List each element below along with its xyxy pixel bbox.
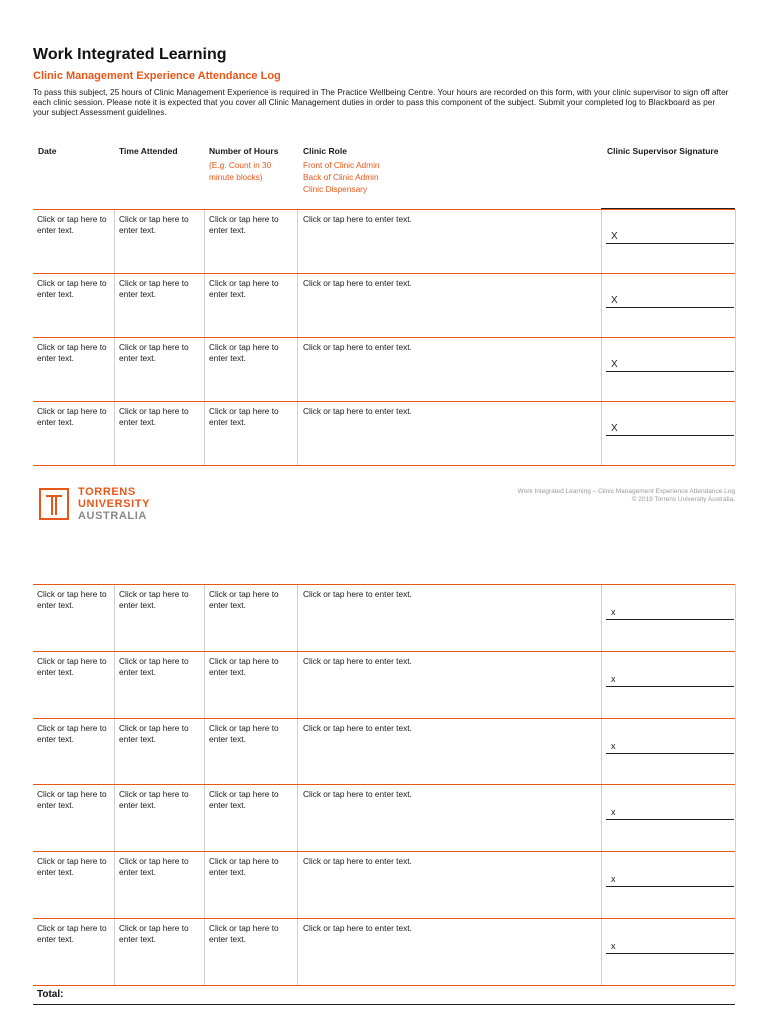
hours-cell[interactable]: Click or tap here to enter text. bbox=[209, 589, 279, 610]
date-cell[interactable]: Click or tap here to enter text. bbox=[37, 923, 107, 944]
clinic-role-cell[interactable]: Click or tap here to enter text. bbox=[303, 589, 412, 599]
header-supervisor-signature: Clinic Supervisor Signature bbox=[607, 146, 719, 156]
header-number-of-hours: Number of Hours bbox=[209, 146, 279, 156]
logo-text-australia: AUSTRALIA bbox=[78, 510, 147, 522]
hours-cell[interactable]: Click or tap here to enter text. bbox=[209, 856, 279, 878]
header-time-attended: Time Attended bbox=[119, 146, 178, 156]
role-option-front: Front of Clinic Admin bbox=[303, 160, 380, 170]
time-attended-cell[interactable]: Click or tap here to enter text. bbox=[119, 589, 189, 610]
signature-line[interactable] bbox=[606, 371, 734, 372]
row-divider bbox=[33, 337, 735, 338]
clinic-role-cell[interactable]: Click or tap here to enter text. bbox=[303, 923, 412, 933]
date-cell[interactable]: Click or tap here to enter text. bbox=[37, 278, 107, 299]
total-rule bbox=[33, 1004, 735, 1005]
signature-line[interactable] bbox=[606, 753, 734, 754]
footer-copyright: © 2019 Torrens University Australia. bbox=[631, 496, 735, 503]
header-hours-note: (E.g. Count in 30 minute blocks) bbox=[209, 160, 272, 182]
torrens-logo bbox=[39, 485, 179, 525]
row-divider bbox=[33, 209, 735, 210]
signature-x-mark: X bbox=[611, 423, 618, 434]
header-date: Date bbox=[38, 146, 57, 156]
hours-cell[interactable]: Click or tap here to enter text. bbox=[209, 789, 279, 811]
intro-paragraph: To pass this subject, 25 hours of Clinic Management Experience is required in The Practice Wellbeing Centre. Your hours are recorded on this form, with your clinic supervisor to sign off after each clinic session. Please note it is expected that you cover all Clinic Management duties in order to pass this component of the subject. Submit your completed log to Blackboard as per your subject Assessment guidelines. bbox=[33, 87, 729, 117]
hours-cell[interactable]: Click or tap here to enter text. bbox=[209, 406, 279, 427]
date-cell[interactable]: Click or tap here to enter text. bbox=[37, 406, 107, 427]
hours-cell[interactable]: Click or tap here to enter text. bbox=[209, 655, 279, 677]
column-divider bbox=[735, 209, 736, 465]
time-attended-cell[interactable]: Click or tap here to enter text. bbox=[119, 923, 189, 944]
date-cell[interactable]: Click or tap here to enter text. bbox=[37, 856, 107, 878]
time-attended-cell[interactable]: Click or tap here to enter text. bbox=[119, 655, 189, 677]
hours-cell[interactable]: Click or tap here to enter text. bbox=[209, 278, 279, 299]
signature-x-mark: X bbox=[611, 231, 618, 242]
logo-text-university: UNIVERSITY bbox=[78, 498, 151, 510]
hours-cell[interactable]: Click or tap here to enter text. bbox=[209, 214, 279, 235]
column-divider bbox=[735, 584, 736, 985]
clinic-role-cell[interactable]: Click or tap here to enter text. bbox=[303, 342, 412, 352]
document-title: Work Integrated Learning bbox=[33, 46, 227, 63]
signature-x-mark: x bbox=[611, 740, 616, 751]
date-cell[interactable]: Click or tap here to enter text. bbox=[37, 342, 107, 363]
clinic-role-cell[interactable]: Click or tap here to enter text. bbox=[303, 655, 412, 666]
logo-text-torrens: TORRENS bbox=[78, 486, 136, 498]
clinic-role-cell[interactable]: Click or tap here to enter text. bbox=[303, 722, 412, 733]
clinic-role-cell[interactable]: Click or tap here to enter text. bbox=[303, 278, 412, 288]
role-option-dispensary: Clinic Dispensary bbox=[303, 184, 368, 194]
total-label: Total: bbox=[37, 989, 64, 1000]
row-divider bbox=[33, 651, 735, 652]
row-divider bbox=[33, 401, 735, 402]
signature-line[interactable] bbox=[606, 243, 734, 244]
footer-doc-title: Work Integrated Learning – Clinic Management Experience Attendance Log bbox=[517, 488, 735, 495]
row-divider bbox=[33, 465, 735, 466]
signature-line[interactable] bbox=[606, 686, 734, 687]
torrens-logo-mark bbox=[39, 488, 69, 520]
row-divider bbox=[33, 584, 735, 585]
signature-x-mark: x bbox=[611, 807, 616, 818]
signature-line[interactable] bbox=[606, 307, 734, 308]
hours-cell[interactable]: Click or tap here to enter text. bbox=[209, 722, 279, 744]
hours-cell[interactable]: Click or tap here to enter text. bbox=[209, 923, 279, 944]
time-attended-cell[interactable]: Click or tap here to enter text. bbox=[119, 342, 189, 363]
row-divider bbox=[33, 784, 735, 785]
page-footer bbox=[518, 488, 735, 504]
row-divider bbox=[33, 851, 735, 852]
header-clinic-role: Clinic Role bbox=[303, 146, 347, 156]
time-attended-cell[interactable]: Click or tap here to enter text. bbox=[119, 278, 189, 299]
hours-cell[interactable]: Click or tap here to enter text. bbox=[209, 342, 279, 363]
signature-x-mark: X bbox=[611, 295, 618, 306]
row-divider bbox=[33, 985, 735, 986]
signature-x-mark: x bbox=[611, 941, 616, 951]
role-option-back: Back of Clinic Admin bbox=[303, 172, 379, 182]
row-divider bbox=[33, 273, 735, 274]
signature-x-mark: X bbox=[611, 359, 618, 370]
date-cell[interactable]: Click or tap here to enter text. bbox=[37, 789, 107, 811]
signature-line[interactable] bbox=[606, 886, 734, 887]
date-cell[interactable]: Click or tap here to enter text. bbox=[37, 722, 107, 744]
clinic-role-cell[interactable]: Click or tap here to enter text. bbox=[303, 789, 412, 800]
clinic-role-cell[interactable]: Click or tap here to enter text. bbox=[303, 406, 412, 416]
clinic-role-cell[interactable]: Click or tap here to enter text. bbox=[303, 856, 412, 867]
signature-line[interactable] bbox=[606, 819, 734, 820]
date-cell[interactable]: Click or tap here to enter text. bbox=[37, 589, 107, 610]
clinic-role-cell[interactable]: Click or tap here to enter text. bbox=[303, 214, 412, 224]
signature-x-mark: x bbox=[611, 673, 616, 684]
date-cell[interactable]: Click or tap here to enter text. bbox=[37, 214, 107, 235]
signature-x-mark: x bbox=[611, 874, 616, 885]
row-divider bbox=[33, 718, 735, 719]
signature-line[interactable] bbox=[606, 435, 734, 436]
time-attended-cell[interactable]: Click or tap here to enter text. bbox=[119, 789, 189, 811]
time-attended-cell[interactable]: Click or tap here to enter text. bbox=[119, 856, 189, 878]
time-attended-cell[interactable]: Click or tap here to enter text. bbox=[119, 214, 189, 235]
row-divider bbox=[33, 918, 735, 919]
document-subtitle: Clinic Management Experience Attendance Log bbox=[33, 70, 281, 82]
date-cell[interactable]: Click or tap here to enter text. bbox=[37, 655, 107, 677]
signature-line[interactable] bbox=[606, 619, 734, 620]
signature-x-mark: x bbox=[611, 607, 616, 617]
time-attended-cell[interactable]: Click or tap here to enter text. bbox=[119, 722, 189, 744]
time-attended-cell[interactable]: Click or tap here to enter text. bbox=[119, 406, 189, 427]
signature-line[interactable] bbox=[606, 953, 734, 954]
